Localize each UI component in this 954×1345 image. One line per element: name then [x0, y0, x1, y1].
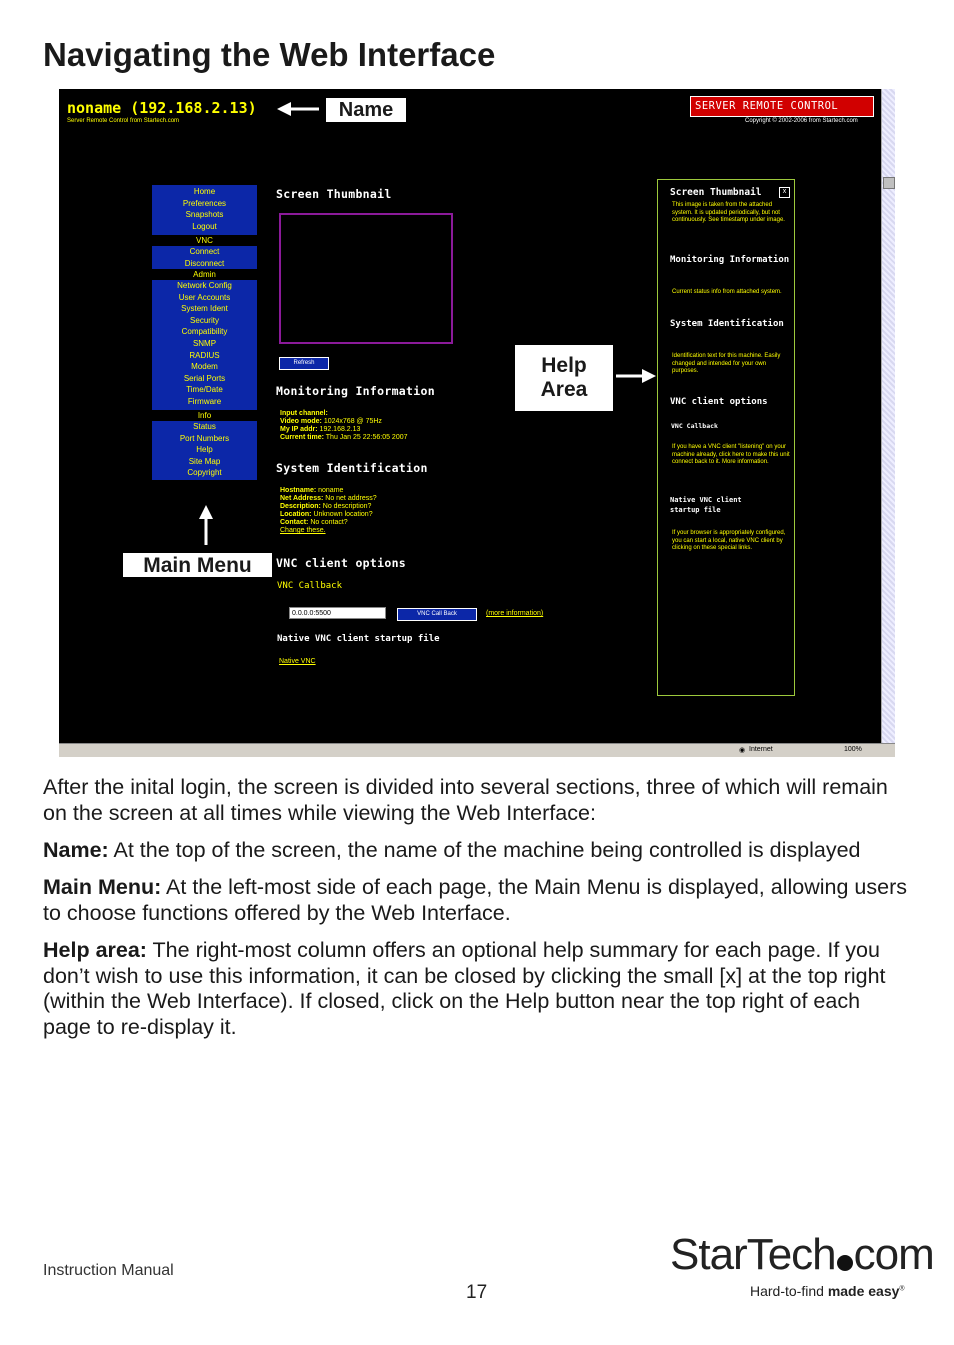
system-id-info: [280, 487, 510, 535]
page-number: 17: [466, 1282, 488, 1303]
menu-group-vnc: [152, 246, 257, 269]
menu-item-help[interactable]: Help: [196, 445, 213, 455]
name-term: Name:: [43, 838, 109, 862]
menu-item-snapshots[interactable]: Snapshots: [185, 210, 224, 220]
menu-item-preferences[interactable]: Preferences: [182, 198, 227, 208]
help-thumbnail-heading: Screen Thumbnail: [670, 187, 762, 198]
machine-name-title: noname (192.168.2.13): [67, 99, 257, 117]
help-area-term: Help area:: [43, 938, 147, 962]
monitoring-heading: Monitoring Information: [276, 384, 435, 398]
menu-item-snmp[interactable]: SNMP: [192, 338, 217, 348]
page-title: Navigating the Web Interface: [43, 36, 496, 73]
menu-item-firmware[interactable]: Firmware: [187, 396, 222, 406]
menu-item-serial-ports[interactable]: Serial Ports: [183, 373, 226, 383]
description-label: Description:: [280, 503, 321, 510]
main-menu-description: At the left-most side of each page, the Main Menu is displayed, allowing users to choose functions offered by the Web Interface.: [43, 875, 907, 925]
name-paragraph: [43, 838, 913, 864]
help-thumbnail-text: This image is taken from the attached system. It is updated periodically, but not continuously. See timestamp under image.: [672, 202, 785, 224]
menu-item-modem[interactable]: Modem: [191, 362, 218, 372]
name-arrow-icon: [275, 99, 321, 119]
menu-item-radius[interactable]: RADIUS: [189, 350, 220, 360]
name-callout: Name: [326, 98, 406, 122]
help-close-icon[interactable]: x: [779, 187, 790, 198]
location-value: Unknown location?: [311, 511, 373, 518]
vnc-options-heading: VNC client options: [276, 556, 407, 570]
system-id-heading: System Identification: [276, 461, 428, 475]
menu-item-copyright[interactable]: Copyright: [187, 468, 222, 478]
status-zone: Internet: [749, 746, 773, 753]
callback-address-input[interactable]: 0.0.0.0:5500: [289, 607, 386, 619]
monitoring-info: [280, 410, 510, 442]
menu-item-logout[interactable]: Logout: [192, 221, 217, 231]
help-native-heading: Native VNC client startup file: [670, 496, 742, 514]
menu-item-system-ident[interactable]: System Ident: [181, 304, 228, 314]
menu-item-compatibility[interactable]: Compatibility: [181, 327, 228, 337]
scroll-thumb[interactable]: [883, 177, 895, 189]
ip-addr-label: My IP addr:: [280, 426, 318, 433]
tagline-registered-mark: ®: [899, 1285, 905, 1293]
menu-item-disconnect[interactable]: Disconnect: [184, 258, 225, 268]
menu-item-time-date[interactable]: Time/Date: [186, 385, 223, 395]
main-menu-arrow-icon: [196, 503, 216, 547]
native-vnc-link[interactable]: Native VNC: [279, 658, 316, 665]
ip-addr-value: 192.168.2.13: [317, 426, 361, 433]
menu-item-port-numbers[interactable]: Port Numbers: [179, 433, 230, 443]
footer-manual-label: Instruction Manual: [43, 1262, 174, 1279]
tagline-bold: made easy: [827, 1283, 900, 1299]
startech-logo: [670, 1230, 934, 1280]
menu-header-info: Info: [152, 410, 257, 421]
main-menu-callout: Main Menu: [123, 553, 272, 577]
main-menu-paragraph: [43, 875, 913, 926]
help-sysid-heading: System Identification: [670, 319, 784, 329]
input-channel-label: Input channel:: [280, 410, 328, 417]
web-interface-screenshot: [59, 89, 895, 757]
net-address-value: No net address?: [323, 495, 377, 502]
help-area-paragraph: [43, 938, 913, 1040]
menu-item-site-map[interactable]: Site Map: [188, 456, 221, 466]
help-monitoring-heading: Monitoring Information: [670, 255, 790, 265]
contact-label: Contact:: [280, 519, 309, 526]
location-label: Location:: [280, 511, 312, 518]
thumbnail-heading: Screen Thumbnail: [276, 187, 392, 201]
menu-header-admin: Admin: [152, 269, 257, 280]
hostname-label: Hostname:: [280, 487, 317, 494]
menu-item-security[interactable]: Security: [190, 315, 219, 325]
refresh-button[interactable]: Refresh: [279, 357, 329, 370]
native-vnc-heading: Native VNC client startup file: [277, 634, 440, 644]
menu-group-general: [152, 185, 257, 235]
logo-tagline: [750, 1283, 905, 1299]
menu-item-user-accounts[interactable]: User Accounts: [178, 292, 231, 302]
menu-header-vnc: VNC: [152, 235, 257, 246]
current-time-value: Thu Jan 25 22:56:05 2007: [323, 434, 408, 441]
copyright-text: Copyright © 2002-2006 from Startech.com: [745, 118, 858, 124]
help-arrow-icon: [614, 366, 658, 386]
vnc-callback-button[interactable]: VNC Call Back: [397, 608, 477, 621]
header-subtitle: Server Remote Control from Startech.com: [67, 118, 180, 124]
menu-item-home[interactable]: Home: [193, 187, 216, 196]
change-these-link[interactable]: Change these.: [280, 527, 326, 534]
name-description: At the top of the screen, the name of the machine being controlled is displayed: [108, 838, 861, 862]
logo-word-start: StarTech: [670, 1230, 836, 1279]
video-mode-label: Video mode:: [280, 418, 322, 425]
vnc-callback-heading: VNC Callback: [277, 581, 343, 591]
vertical-scrollbar[interactable]: [881, 89, 895, 744]
tagline-start: Hard-to-find: [750, 1283, 828, 1299]
help-sysid-text: Identification text for this machine. Easily changed and intended for your own purposes.: [672, 353, 781, 375]
net-address-label: Net Address:: [280, 495, 324, 502]
logo-dot-icon: [837, 1255, 853, 1271]
screen-thumbnail[interactable]: [279, 213, 453, 344]
help-monitoring-text: Current status info from attached system.: [672, 289, 782, 295]
main-menu-term: Main Menu:: [43, 875, 162, 899]
help-area-line2: Area: [540, 378, 588, 401]
globe-icon: ◉: [739, 747, 746, 754]
help-vnc-heading: VNC client options: [670, 397, 768, 407]
help-area-description: The right-most column offers an optional help summary for each page. If you don’t wish to use this information, it can be closed by clicking the small [x] at the top right (within the Web Interface). If closed, click on the Help button near the top right of each page to re-display it.: [43, 938, 886, 1039]
hostname-value: noname: [316, 487, 344, 494]
help-callback-text: If you have a VNC client "listening" on your machine already, click here to make this unit connect back to it. More information.: [672, 444, 790, 466]
help-area-callout: [515, 345, 613, 411]
brand-text: SERVER REMOTE CONTROL: [695, 100, 839, 112]
description-value: No description?: [320, 503, 372, 510]
menu-item-connect[interactable]: Connect: [189, 247, 220, 256]
zoom-level[interactable]: 100%: [844, 746, 862, 753]
current-time-label: Current time:: [280, 434, 324, 441]
menu-item-network-config[interactable]: Network Config: [177, 281, 232, 290]
browser-status-bar: [59, 743, 895, 757]
help-native-text: If your browser is appropriately configured, you can start a local, native VNC client by clicking on these special links.: [672, 530, 786, 552]
logo-word-end: com: [853, 1230, 934, 1279]
menu-group-info: [152, 421, 257, 480]
menu-group-admin: [152, 280, 257, 410]
help-area-line1: Help: [541, 354, 587, 377]
menu-item-status[interactable]: Status: [193, 422, 216, 431]
brand-banner: [690, 96, 874, 117]
contact-value: No contact?: [308, 519, 348, 526]
help-panel: [657, 179, 795, 696]
intro-paragraph: After the inital login, the screen is divided into several sections, three of which will remain on the screen at all times while viewing the Web Interface:: [43, 775, 888, 825]
main-menu: [152, 185, 257, 480]
more-information-link[interactable]: (more information): [486, 610, 544, 617]
video-mode-value: 1024x768 @ 75Hz: [321, 418, 382, 425]
help-callback-heading: VNC Callback: [671, 422, 718, 430]
